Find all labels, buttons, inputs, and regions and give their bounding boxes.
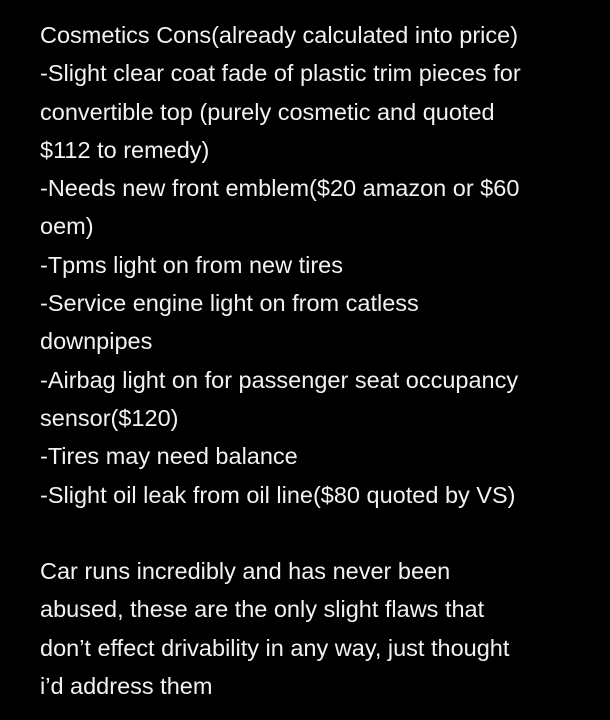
list-item-line: -Needs new front emblem($20 amazon or $60 bbox=[40, 175, 520, 202]
list-item-line: convertible top (purely cosmetic and quoted bbox=[40, 98, 495, 125]
list-item-line: -Airbag light on for passenger seat occupancy bbox=[40, 366, 519, 393]
list-item-line: -Slight oil leak from oil line($80 quoted by VS) bbox=[40, 481, 516, 508]
list-item-tire-balance bbox=[40, 437, 600, 475]
closing-line: abused, these are the only slight flaws that bbox=[40, 596, 485, 623]
list-item-service-engine-light bbox=[40, 284, 600, 361]
closing-line: i’d address them bbox=[40, 673, 213, 700]
closing-line: Car runs incredibly and has never been bbox=[40, 558, 451, 585]
list-item-front-emblem bbox=[40, 169, 600, 246]
list-item-line: $112 to remedy) bbox=[40, 136, 210, 163]
closing-line: don’t effect drivability in any way, just thought bbox=[40, 634, 510, 661]
paragraph-spacer bbox=[40, 514, 600, 552]
list-item-line: -Service engine light on from catless bbox=[40, 290, 419, 317]
list-item-tpms-light bbox=[40, 246, 600, 284]
note-heading: Cosmetics Cons(already calculated into price) bbox=[40, 22, 519, 48]
list-item-airbag-light bbox=[40, 361, 600, 438]
list-item-line: -Slight clear coat fade of plastic trim pieces for bbox=[40, 60, 521, 87]
list-item-oil-leak bbox=[40, 476, 600, 514]
list-item-clear-coat bbox=[40, 54, 600, 169]
closing-paragraph bbox=[40, 552, 600, 705]
note-text-block bbox=[40, 16, 600, 705]
list-item-line: downpipes bbox=[40, 328, 153, 355]
list-item-line: oem) bbox=[40, 213, 94, 240]
list-item-line: sensor($120) bbox=[40, 404, 179, 431]
list-item-line: -Tpms light on from new tires bbox=[40, 251, 343, 278]
list-item-line: -Tires may need balance bbox=[40, 443, 298, 470]
